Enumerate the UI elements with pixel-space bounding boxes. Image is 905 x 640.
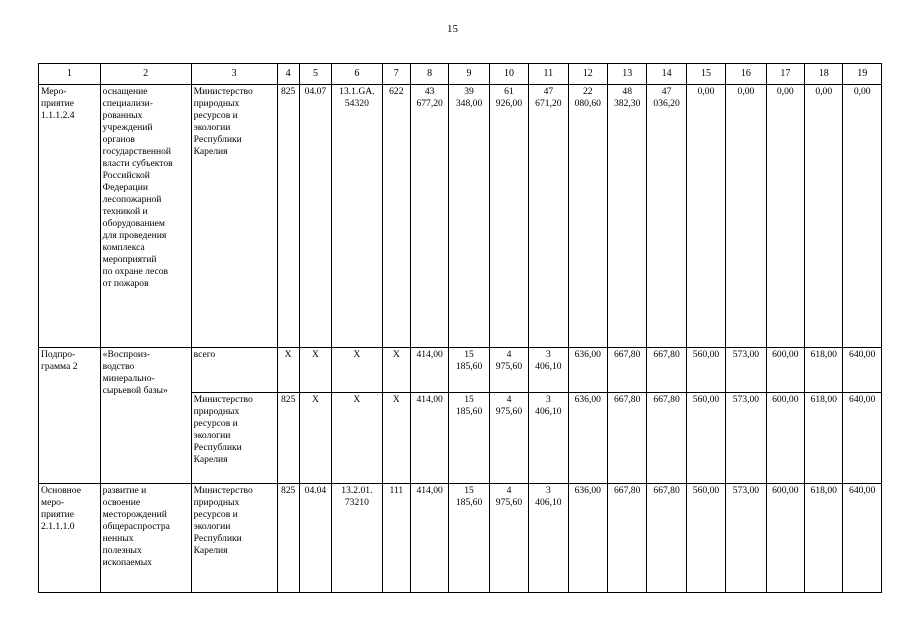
- amount-cell: 0,00: [766, 85, 804, 348]
- executor-cell: Министерство природных ресурсов и экологии Республики Карелия: [191, 85, 277, 348]
- column-header: 18: [805, 64, 843, 85]
- column-header: 16: [726, 64, 766, 85]
- table-row: [39, 85, 882, 348]
- amount-cell: 636,00: [568, 348, 607, 393]
- column-header: 9: [449, 64, 489, 85]
- table-row: [39, 348, 882, 393]
- amount-cell: 640,00: [843, 348, 882, 393]
- grbs-cell: 825: [277, 484, 299, 593]
- amount-cell: 618,00: [805, 484, 843, 593]
- amount-cell: 667,80: [647, 393, 686, 484]
- amount-cell: 667,80: [647, 484, 686, 593]
- expense-type-cell: X: [382, 348, 410, 393]
- amount-cell: 15 185,60: [449, 484, 489, 593]
- amount-cell: 47 036,20: [647, 85, 686, 348]
- column-header: 6: [332, 64, 383, 85]
- column-header: 19: [843, 64, 882, 85]
- amount-cell: 3 406,10: [529, 348, 568, 393]
- section-cell: X: [299, 348, 331, 393]
- amount-cell: 3 406,10: [529, 484, 568, 593]
- section-cell: 04.04: [299, 484, 331, 593]
- expense-type-cell: X: [382, 393, 410, 484]
- column-header: 8: [410, 64, 448, 85]
- amount-cell: 414,00: [410, 484, 448, 593]
- column-header: 17: [766, 64, 804, 85]
- amount-cell: 0,00: [805, 85, 843, 348]
- section-cell: X: [299, 393, 331, 484]
- column-header: 3: [191, 64, 277, 85]
- target-article-cell: X: [332, 393, 383, 484]
- amount-cell: 0,00: [726, 85, 766, 348]
- amount-cell: 560,00: [686, 484, 725, 593]
- amount-cell: 4 975,60: [489, 484, 528, 593]
- header-row: [39, 64, 882, 85]
- measure-code-cell: Подпро- грамма 2: [39, 348, 101, 484]
- amount-cell: 4 975,60: [489, 348, 528, 393]
- column-header: 15: [686, 64, 725, 85]
- column-header: 1: [39, 64, 101, 85]
- amount-cell: 618,00: [805, 393, 843, 484]
- amount-cell: 47 671,20: [529, 85, 568, 348]
- amount-cell: 560,00: [686, 393, 725, 484]
- target-article-cell: 13.1.GA. 54320: [332, 85, 383, 348]
- expense-type-cell: 622: [382, 85, 410, 348]
- amount-cell: 667,80: [607, 393, 646, 484]
- amount-cell: 640,00: [843, 484, 882, 593]
- measure-code-cell: Основное меро- приятие 2.1.1.1.0: [39, 484, 101, 593]
- executor-cell: всего: [191, 348, 277, 393]
- amount-cell: 636,00: [568, 484, 607, 593]
- target-article-cell: X: [332, 348, 383, 393]
- amount-cell: 573,00: [726, 393, 766, 484]
- amount-cell: 560,00: [686, 348, 725, 393]
- budget-table: [38, 63, 882, 593]
- amount-cell: 48 382,30: [607, 85, 646, 348]
- amount-cell: 4 975,60: [489, 393, 528, 484]
- grbs-cell: X: [277, 348, 299, 393]
- measure-name-cell: оснащение специализи- рованных учреждений органов государственной власти субъектов Российской Федерации лесопожарной техникой и оборудованием для проведения комплекса мероприятий по охране лесов от пожаров: [100, 85, 191, 348]
- amount-cell: 15 185,60: [449, 348, 489, 393]
- measure-code-cell: Меро- приятие 1.1.1.2.4: [39, 85, 101, 348]
- grbs-cell: 825: [277, 85, 299, 348]
- column-header: 2: [100, 64, 191, 85]
- amount-cell: 0,00: [686, 85, 725, 348]
- amount-cell: 667,80: [607, 484, 646, 593]
- column-header: 10: [489, 64, 528, 85]
- amount-cell: 414,00: [410, 348, 448, 393]
- column-header: 14: [647, 64, 686, 85]
- amount-cell: 39 348,00: [449, 85, 489, 348]
- amount-cell: 3 406,10: [529, 393, 568, 484]
- grbs-cell: 825: [277, 393, 299, 484]
- amount-cell: 618,00: [805, 348, 843, 393]
- amount-cell: 636,00: [568, 393, 607, 484]
- amount-cell: 414,00: [410, 393, 448, 484]
- column-header: 5: [299, 64, 331, 85]
- amount-cell: 667,80: [607, 348, 646, 393]
- table-row: [39, 484, 882, 593]
- measure-name-cell: развитие и освоение месторождений общераспростра ненных полезных ископаемых: [100, 484, 191, 593]
- section-cell: 04.07: [299, 85, 331, 348]
- amount-cell: 640,00: [843, 393, 882, 484]
- amount-cell: 22 080,60: [568, 85, 607, 348]
- executor-cell: Министерство природных ресурсов и экологии Республики Карелия: [191, 393, 277, 484]
- column-header: 4: [277, 64, 299, 85]
- amount-cell: 667,80: [647, 348, 686, 393]
- amount-cell: 573,00: [726, 348, 766, 393]
- executor-cell: Министерство природных ресурсов и экологии Республики Карелия: [191, 484, 277, 593]
- column-header: 7: [382, 64, 410, 85]
- page-number: 15: [447, 23, 458, 35]
- amount-cell: 600,00: [766, 348, 804, 393]
- column-header: 13: [607, 64, 646, 85]
- target-article-cell: 13.2.01. 73210: [332, 484, 383, 593]
- amount-cell: 0,00: [843, 85, 882, 348]
- column-header: 12: [568, 64, 607, 85]
- amount-cell: 15 185,60: [449, 393, 489, 484]
- column-header: 11: [529, 64, 568, 85]
- amount-cell: 600,00: [766, 484, 804, 593]
- amount-cell: 573,00: [726, 484, 766, 593]
- amount-cell: 43 677,20: [410, 85, 448, 348]
- measure-name-cell: «Воспроиз- водство минерально- сырьевой базы»: [100, 348, 191, 484]
- amount-cell: 600,00: [766, 393, 804, 484]
- amount-cell: 61 926,00: [489, 85, 528, 348]
- expense-type-cell: 111: [382, 484, 410, 593]
